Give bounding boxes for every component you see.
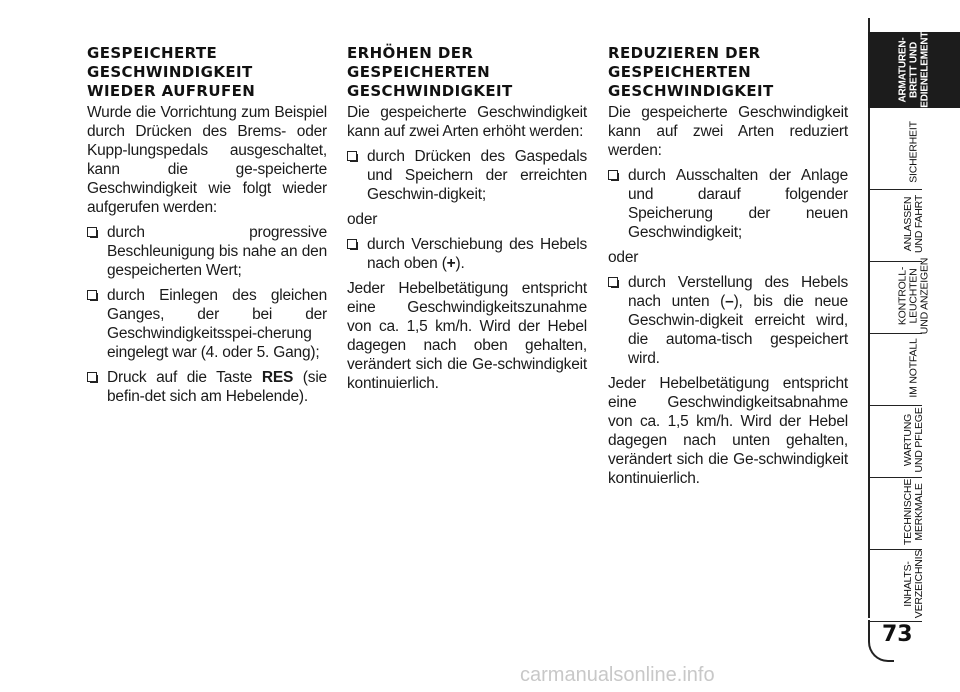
column-recall-speed (87, 44, 327, 412)
list-item: durch Drücken des Gaspedals und Speichern der erreichten Geschwin-digkeit; (347, 147, 587, 204)
checkbox-bullet-icon (608, 277, 618, 287)
heading-reduce: REDUZIEREN DER GESPEICHERTEN GESCHWINDIGKEIT (608, 44, 774, 100)
checkbox-bullet-icon (87, 227, 97, 237)
list-item: durch Verstellung des Hebels nach unten (–), bis die neue Geschwin-digkeit erreicht wird, die automa-tisch gespeichert wird. (608, 273, 848, 368)
list-item: durch progressive Beschleunigung bis nahe an den gespeicherten Wert; (87, 223, 327, 280)
heading-recall: GESPEICHERTE GESCHWINDIGKEIT WIEDER AUFRUFEN (87, 44, 256, 100)
oder-text: oder (347, 211, 378, 228)
tab-armaturenbrett[interactable]: ARMATUREN- BRETT UND BEDIENELEMENTE (868, 32, 960, 108)
outro-reduce: Jeder Hebelbetätigung entspricht eine Geschwindigkeitsabnahme von ca. 1,5 km/h. Wird der Hebel dagegen nach unten gehalten, verändert sich die Ge-schwindigkeit kontinuierlich. (608, 375, 848, 487)
checkbox-bullet-icon (347, 239, 357, 249)
column-reduce-speed (608, 44, 848, 494)
tab-kontrollleuchten[interactable]: KONTROLL- LEUCHTEN UND ANZEIGEN (868, 258, 960, 334)
plus-symbol: + (446, 255, 456, 272)
watermark: carmanualsonline.info (520, 664, 715, 686)
tab-anlassen[interactable]: ANLASSEN UND FAHRT (868, 186, 960, 262)
outro-increase: Jeder Hebelbetätigung entspricht eine Geschwindigkeitszunahme von ca. 1,5 km/h. Wird der Hebel dagegen nach oben gehalten, verändert sich die Ge-schwindigkeit kontinuierlich. (347, 280, 587, 392)
heading-increase: ERHÖHEN DER GESPEICHERTEN GESCHWINDIGKEIT (347, 44, 513, 100)
page-number-box (868, 620, 960, 692)
tab-technische-merkmale[interactable]: TECHNISCHE MERKMALE (868, 474, 960, 550)
intro-increase: Die gespeicherte Geschwindigkeit kann auf zwei Arten erhöht werden: (347, 104, 587, 140)
column-increase-speed (347, 44, 587, 399)
intro-recall: Wurde die Vorrichtung zum Beispiel durch Drücken des Brems- oder Kupp-lungspedals ausgeschaltet, kann die ge-speicherte Geschwindigkeit wie folgt wieder aufgerufen werden: (87, 104, 327, 216)
tab-inhaltsverzeichnis[interactable]: INHALTS- VERZEICHNIS (868, 546, 960, 622)
tab-sicherheit[interactable]: SICHERHEIT (868, 114, 960, 190)
checkbox-bullet-icon (87, 290, 97, 300)
tab-wartung[interactable]: WARTUNG UND PFLEGE (868, 402, 960, 478)
res-key-label: RES (261, 369, 294, 386)
list-item: durch Verschiebung des Hebels nach oben (+). (347, 235, 587, 273)
oder-text: oder (608, 249, 639, 266)
list-item: durch Einlegen des gleichen Ganges, der bei der Geschwindigkeitsspei-cherung eingelegt war (4. oder 5. Gang); (87, 286, 327, 362)
intro-reduce: Die gespeicherte Geschwindigkeit kann auf zwei Arten reduziert werden: (608, 104, 848, 159)
list-item: Druck auf die Taste RES (sie befin-det sich am Hebelende). (87, 368, 327, 406)
checkbox-bullet-icon (87, 372, 97, 382)
checkbox-bullet-icon (608, 170, 618, 180)
page-number: 73 (882, 622, 913, 647)
checkbox-bullet-icon (347, 151, 357, 161)
chapter-tab-index (868, 18, 960, 692)
minus-symbol: – (725, 293, 734, 310)
tab-im-notfall[interactable]: IM NOTFALL (868, 330, 960, 406)
list-item: durch Ausschalten der Anlage und darauf folgender Speicherung der neuen Geschwindigkeit; (608, 166, 848, 242)
